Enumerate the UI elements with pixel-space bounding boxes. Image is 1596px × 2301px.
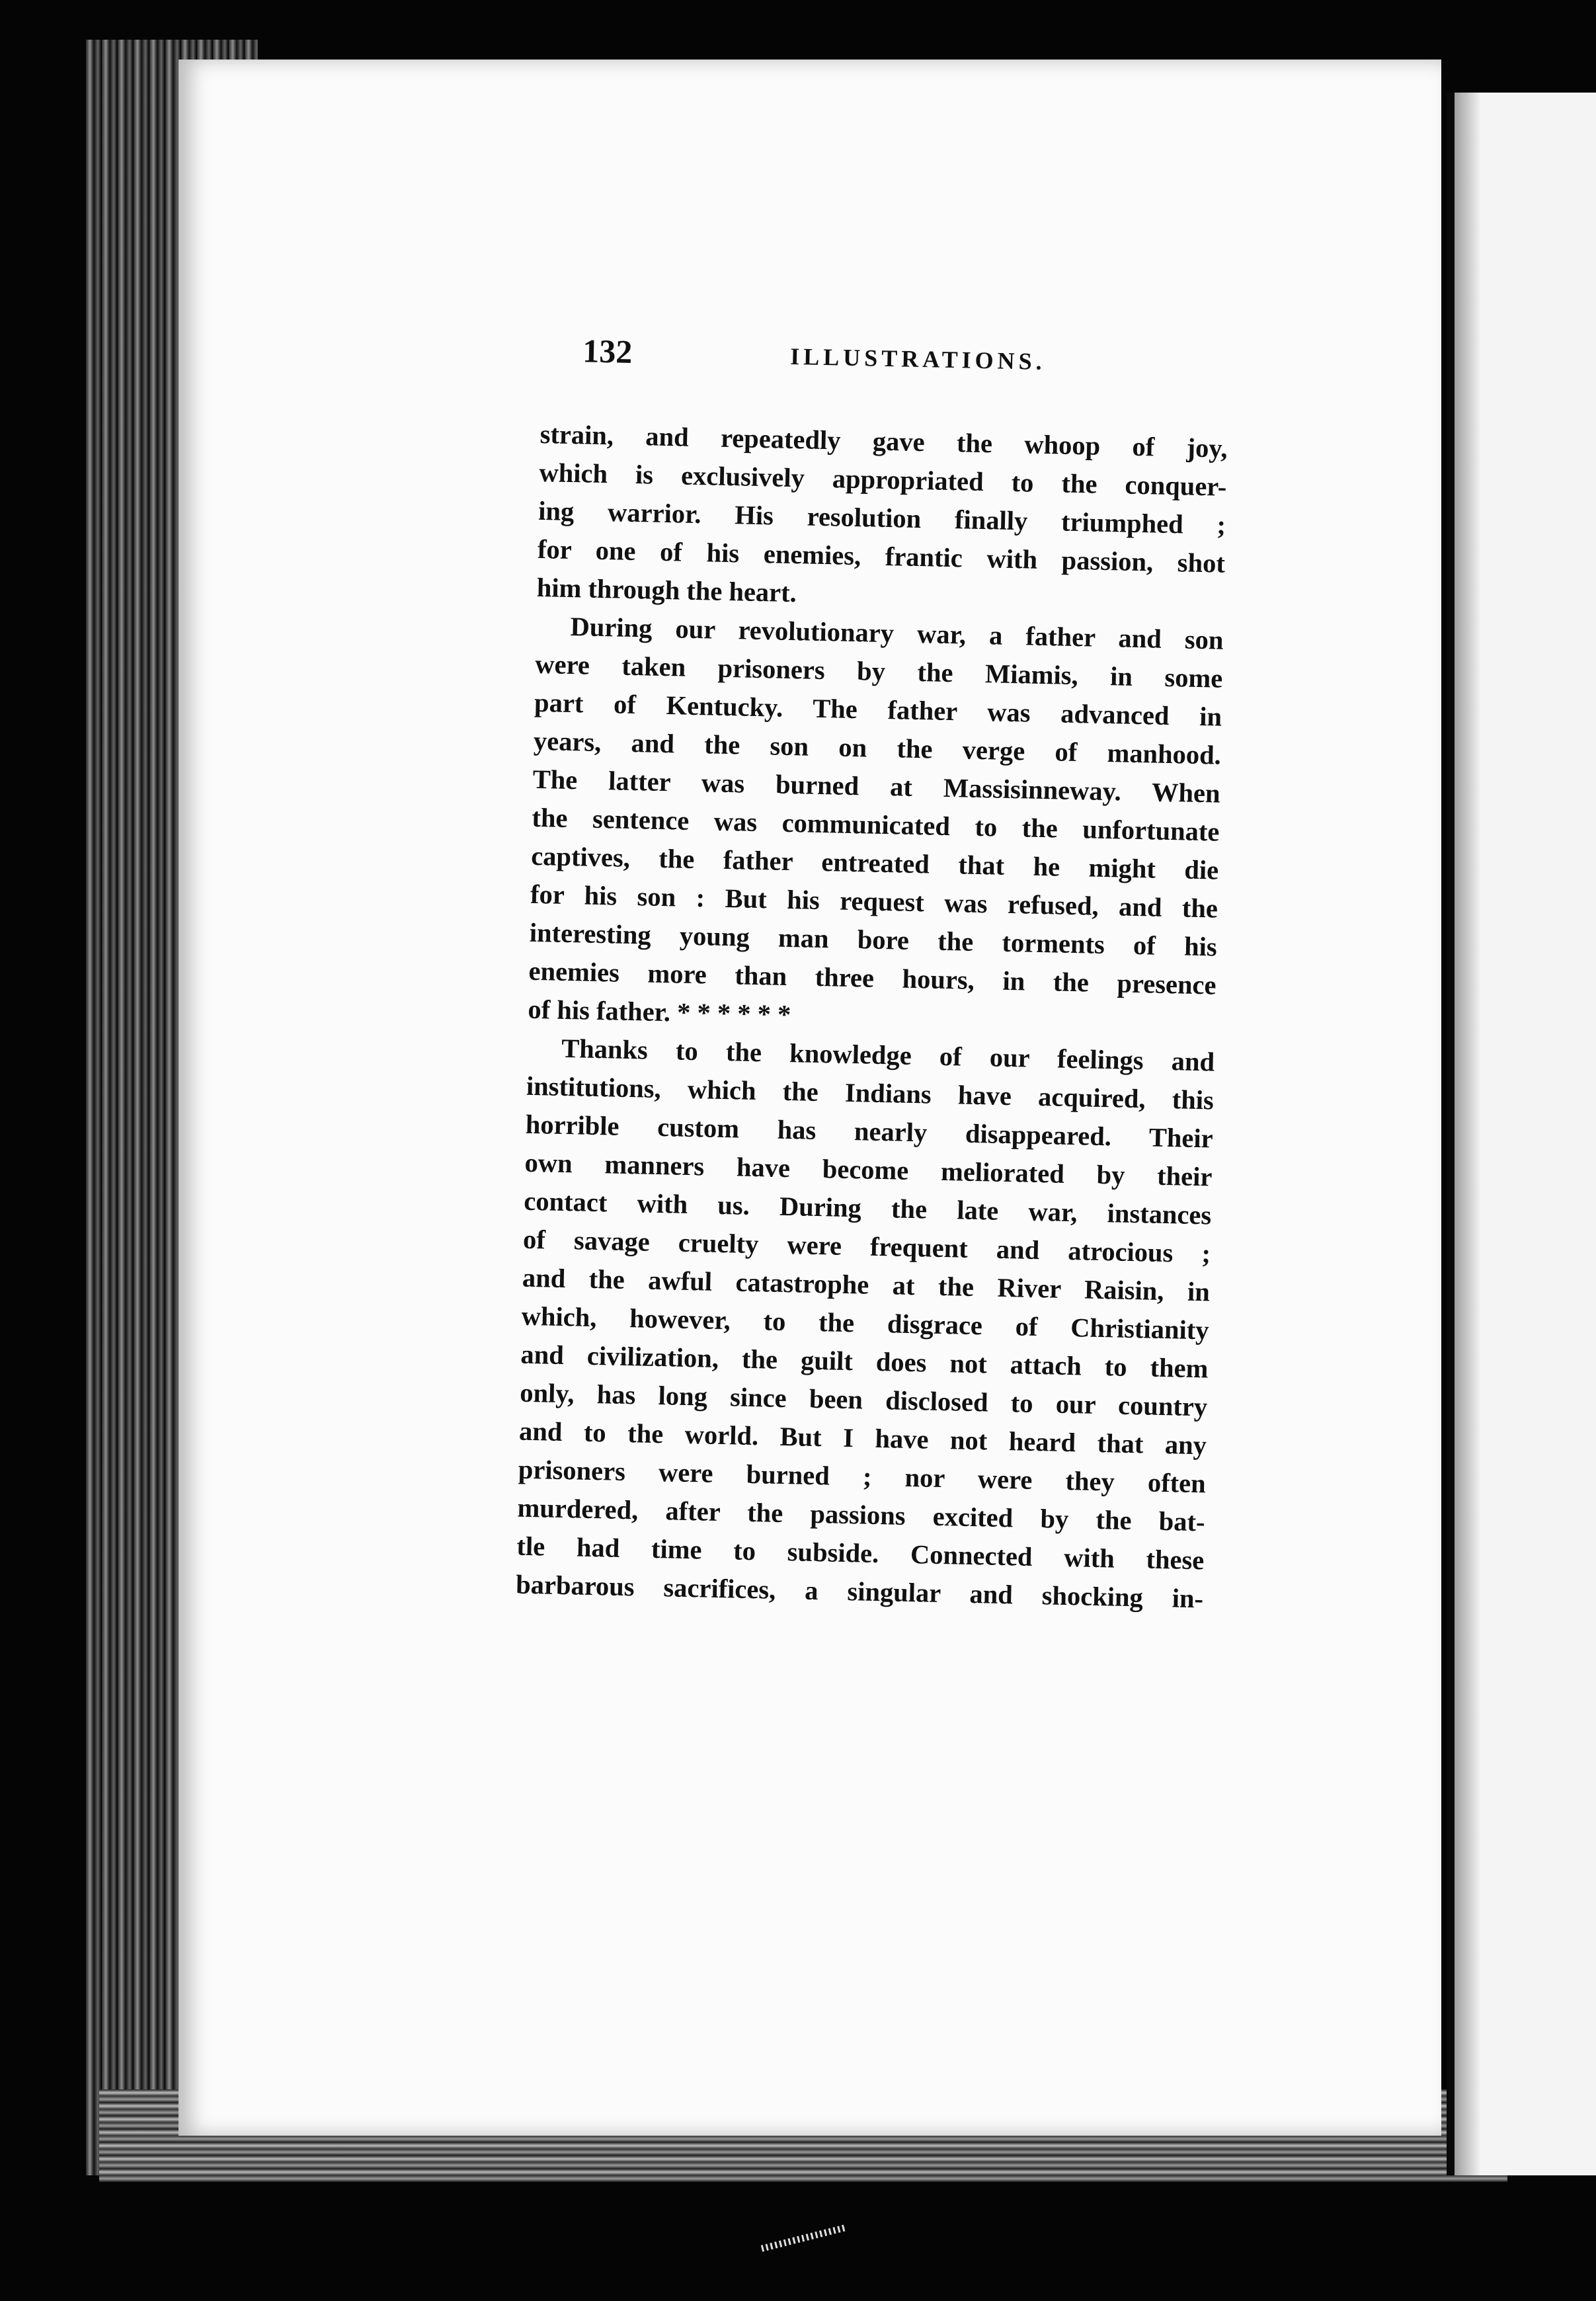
text-line: and civilization, the guilt does not attach to them: [520, 1339, 1209, 1384]
paragraph-1: [536, 415, 1228, 622]
text-line: institutions, which the Indians have acquired, this: [526, 1070, 1215, 1115]
text-line: part of Kentucky. The father was advanced in: [534, 687, 1222, 732]
text-line: which is exclusively appropriated to the conquer-: [539, 457, 1227, 502]
text-line: were taken prisoners by the Miamis, in some: [534, 649, 1223, 694]
text-line: for one of his enemies, frantic with passion, shot: [537, 534, 1226, 579]
text-line: strain, and repeatedly gave the whoop of joy,: [539, 419, 1228, 464]
text-line: which, however, to the disgrace of Christianity: [521, 1301, 1210, 1346]
text-line: interesting young man bore the torments of his: [529, 917, 1218, 962]
text-line: the sentence was communicated to the unfortunate: [532, 802, 1220, 847]
page-content: [516, 331, 1230, 1618]
text-line: of savage cruelty were frequent and atrocious ;: [522, 1224, 1211, 1269]
facing-page-shadow: [1455, 93, 1481, 2175]
text-line: Thanks to the knowledge of our feelings and: [561, 1033, 1215, 1077]
running-title: ILLUSTRATIONS.: [789, 343, 1047, 375]
text-line: horrible custom has nearly disappeared. Their: [525, 1109, 1214, 1154]
text-line: barbarous sacrifices, a singular and shocking in-: [515, 1569, 1204, 1614]
text-line: and to the world. But I have not heard that any: [518, 1416, 1207, 1461]
paragraph-2: [528, 607, 1224, 1043]
text-line: him through the heart.: [536, 572, 797, 608]
text-line: enemies more than three hours, in the presence: [528, 955, 1217, 1000]
page-gutter: [1447, 93, 1455, 2175]
text-line: and the awful catastrophe at the River Raisin, in: [522, 1262, 1211, 1307]
text-line: for his son : But his request was refused, and the: [530, 879, 1218, 924]
text-line: During our revolutionary war, a father and son: [570, 611, 1224, 655]
text-line: of his father. * * * * * *: [528, 994, 791, 1030]
text-line: contact with us. During the late war, instances: [523, 1186, 1212, 1231]
page-number: 132: [582, 332, 633, 370]
text-line: captives, the father entreated that he might die: [530, 840, 1219, 885]
text-line: only, has long since been disclosed to our country: [519, 1377, 1208, 1422]
text-line: ing warrior. His resolution finally triumphed ;: [538, 495, 1226, 540]
text-line: tle had time to subside. Connected with these: [516, 1531, 1205, 1576]
paragraph-3: [516, 1029, 1215, 1619]
text-line: prisoners were burned ; nor were they often: [518, 1454, 1207, 1499]
text-line: murdered, after the passions excited by the bat-: [517, 1492, 1205, 1537]
text-line: own manners have become meliorated by their: [524, 1147, 1213, 1192]
text-line: years, and the son on the verge of manhood.: [533, 725, 1222, 770]
text-line: The latter was burned at Massisinneway. When: [532, 764, 1221, 809]
